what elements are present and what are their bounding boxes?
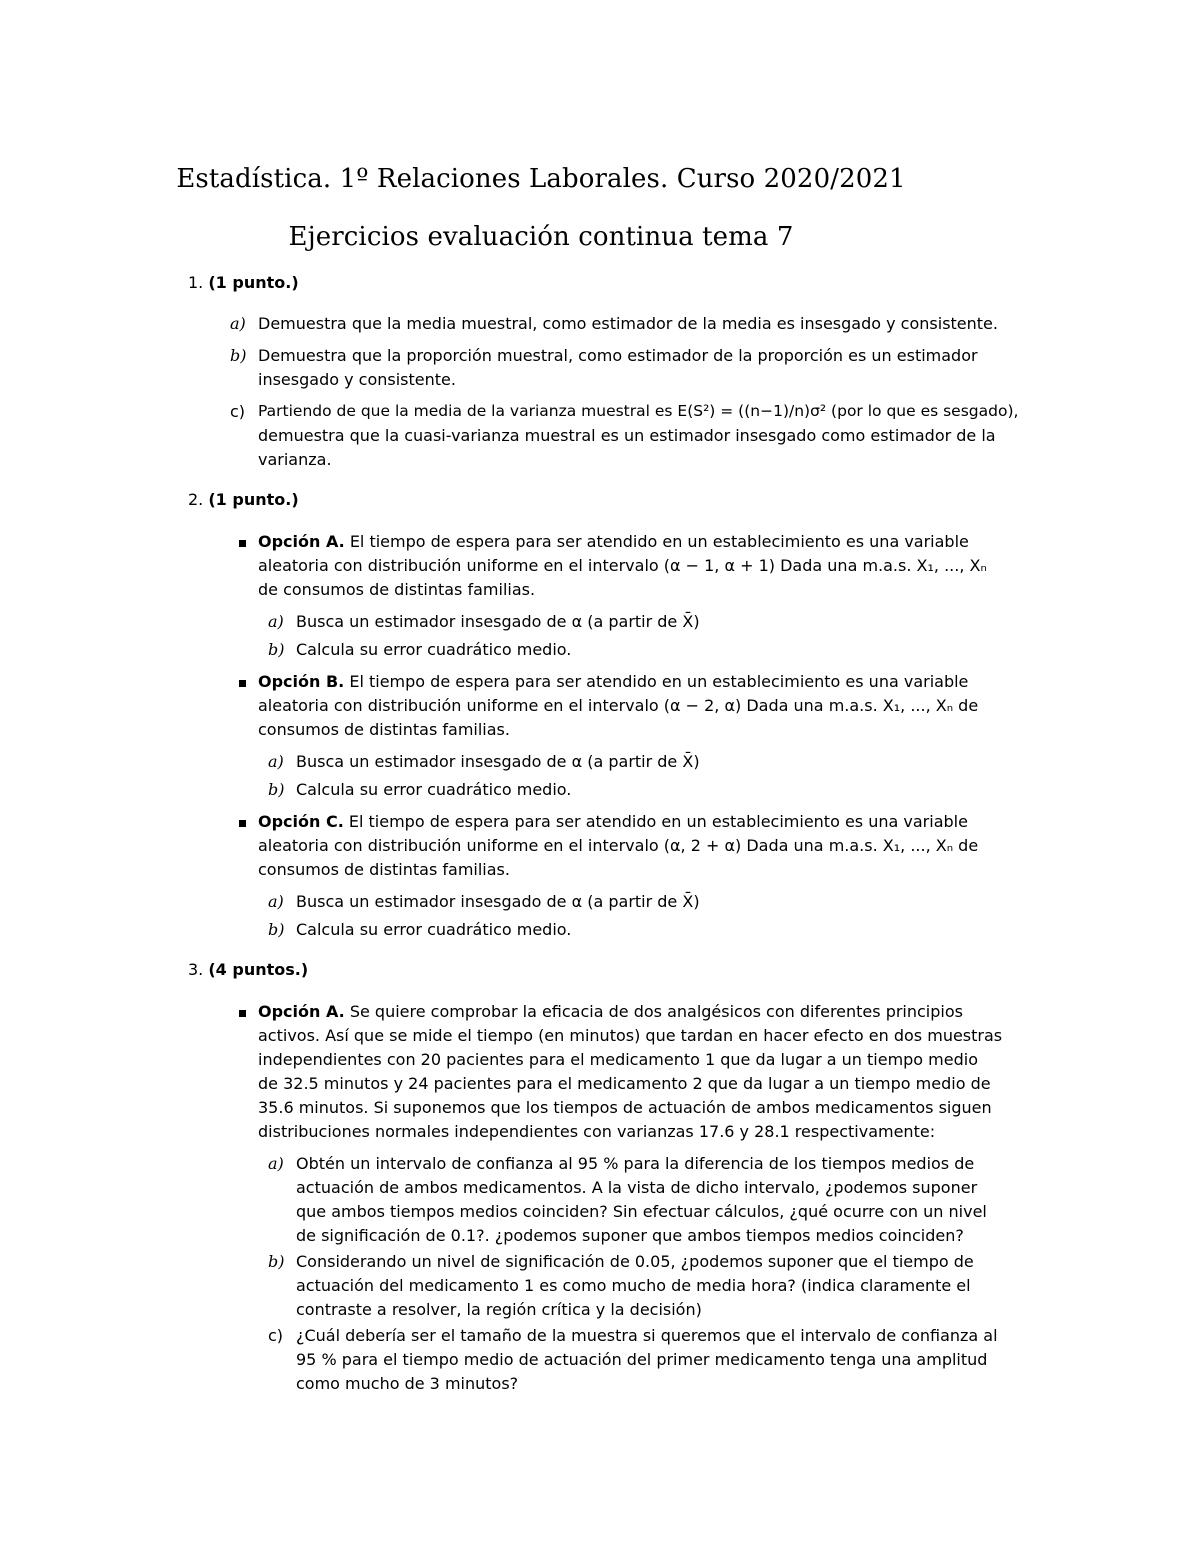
q3-option-a-line6: distribuciones normales independientes con varianzas 17.6 y 28.1 respectivamente:: [258, 1122, 936, 1141]
bullet-icon: [239, 540, 246, 547]
q2-c-sub-a-label: a): [268, 892, 284, 911]
q2-option-b-line3: consumos de distintas familias.: [258, 720, 510, 739]
q1-b-text-line1: Demuestra que la proporción muestral, como estimador de la proporción es un estimador: [258, 346, 978, 365]
bullet-icon: [239, 680, 246, 687]
q1-a-label: a): [230, 314, 246, 333]
q2-option-b-title: Opción B.: [258, 672, 345, 691]
q1-a-text: Demuestra que la media muestral, como estimador de la media es insesgado y consistente.: [258, 314, 998, 333]
q2-option-c-line2: aleatoria con distribución uniforme en el intervalo (α, 2 + α) Dada una m.a.s. X₁, ..., Xₙ de: [258, 836, 979, 855]
q3-option-a-line1: [258, 1002, 963, 1021]
q2-c-sub-a-text: Busca un estimador insesgado de α (a partir de X̄): [296, 892, 700, 911]
q2-option-c-text: El tiempo de espera para ser atendido en un establecimiento es una variable: [343, 812, 968, 831]
q2-option-c-title: Opción C.: [258, 812, 344, 831]
q2-a-sub-a-label: a): [268, 612, 284, 631]
q1-c-text-line2: demuestra que la cuasi-varianza muestral es un estimador insesgado como estimador de la: [258, 426, 996, 445]
bullet-icon: [239, 1010, 246, 1017]
q3-option-a-line5: 35.6 minutos. Si suponemos que los tiempos de actuación de ambos medicamentos siguen: [258, 1098, 992, 1117]
q2-b-sub-b-text: Calcula su error cuadrático medio.: [296, 780, 572, 799]
q1-c-label: c): [230, 402, 246, 421]
q3-b-line3: contraste a resolver, la región crítica y la decisión): [296, 1300, 702, 1319]
document-title: Estadística. 1º Relaciones Laborales. Curso 2020/2021: [176, 164, 906, 194]
q3-a-line4: de significación de 0.1?. ¿podemos suponer que ambos tiempos medios coinciden?: [296, 1226, 964, 1245]
question-1-number: 1.: [188, 273, 204, 292]
q2-b-sub-b-label: b): [268, 780, 285, 799]
bullet-icon: [239, 820, 246, 827]
question-3-number: 3.: [188, 960, 204, 979]
q1-b-label: b): [230, 346, 247, 365]
q2-option-b-text: El tiempo de espera para ser atendido en un establecimiento es una variable: [344, 672, 969, 691]
question-3-points: (4 puntos.): [208, 960, 309, 979]
q2-option-a-title: Opción A.: [258, 532, 345, 551]
question-2-points: (1 punto.): [208, 490, 299, 509]
question-1-heading: [188, 273, 299, 292]
q2-a-sub-b-text: Calcula su error cuadrático medio.: [296, 640, 572, 659]
question-2-heading: [188, 490, 299, 509]
q2-b-sub-a-text: Busca un estimador insesgado de α (a partir de X̄): [296, 752, 700, 771]
q2-option-a-line3: de consumos de distintas familias.: [258, 580, 536, 599]
q3-b-line2: actuación del medicamento 1 es como mucho de media hora? (indica claramente el: [296, 1276, 971, 1295]
q2-option-a-line2: aleatoria con distribución uniforme en el intervalo (α − 1, α + 1) Dada una m.a.s. X₁, ..., Xₙ: [258, 556, 987, 575]
q2-a-sub-b-label: b): [268, 640, 285, 659]
q3-c-line3: como mucho de 3 minutos?: [296, 1374, 519, 1393]
q1-c-text-line3: varianza.: [258, 450, 332, 469]
q2-c-sub-b-text: Calcula su error cuadrático medio.: [296, 920, 572, 939]
q2-option-b-line2: aleatoria con distribución uniforme en el intervalo (α − 2, α) Dada una m.a.s. X₁, ..., Xₙ de: [258, 696, 979, 715]
q3-option-a-line3: independientes con 20 pacientes para el medicamento 1 que da lugar a un tiempo medio: [258, 1050, 978, 1069]
q3-c-line2: 95 % para el tiempo medio de actuación del primer medicamento tenga una amplitud: [296, 1350, 988, 1369]
q3-option-a-title: Opción A.: [258, 1002, 345, 1021]
q2-option-c-line3: consumos de distintas familias.: [258, 860, 510, 879]
question-3-heading: [188, 960, 308, 979]
q2-a-sub-a-text: Busca un estimador insesgado de α (a partir de X̄): [296, 612, 700, 631]
q3-b-label: b): [268, 1252, 285, 1271]
q2-option-a-line1: [258, 532, 969, 551]
q2-b-sub-a-label: a): [268, 752, 284, 771]
question-1-points: (1 punto.): [208, 273, 299, 292]
q3-a-line1: Obtén un intervalo de confianza al 95 % para la diferencia de los tiempos medios de: [296, 1154, 975, 1173]
q1-c-text-line1: Partiendo de que la media de la varianza muestral es E(S²) = ((n−1)/n)σ² (por lo que es sesgado),: [258, 402, 1019, 420]
q3-option-a-line2: activos. Así que se mide el tiempo (en minutos) que tardan en hacer efecto en dos muestras: [258, 1026, 1003, 1045]
q3-a-label: a): [268, 1154, 284, 1173]
q3-c-label: c): [268, 1326, 284, 1345]
q3-option-a-line4: de 32.5 minutos y 24 pacientes para el medicamento 2 que da lugar a un tiempo medio de: [258, 1074, 991, 1093]
question-2-number: 2.: [188, 490, 204, 509]
q3-a-line3: que ambos tiempos medios coinciden? Sin efectuar cálculos, ¿qué ocurre con un nivel: [296, 1202, 987, 1221]
q2-option-c-line1: [258, 812, 968, 831]
q3-b-line1: Considerando un nivel de significación de 0.05, ¿podemos suponer que el tiempo de: [296, 1252, 974, 1271]
q2-option-b-line1: [258, 672, 968, 691]
q3-a-line2: actuación de ambos medicamentos. A la vista de dicho intervalo, ¿podemos suponer: [296, 1178, 978, 1197]
q2-option-a-text: El tiempo de espera para ser atendido en un establecimiento es una variable: [344, 532, 969, 551]
q3-c-line1: ¿Cuál debería ser el tamaño de la muestra si queremos que el intervalo de confianza al: [296, 1326, 998, 1345]
document-subtitle: Ejercicios evaluación continua tema 7: [288, 222, 794, 252]
q1-b-text-line2: insesgado y consistente.: [258, 370, 456, 389]
q2-c-sub-b-label: b): [268, 920, 285, 939]
q3-option-a-text: Se quiere comprobar la eficacia de dos analgésicos con diferentes principios: [344, 1002, 963, 1021]
